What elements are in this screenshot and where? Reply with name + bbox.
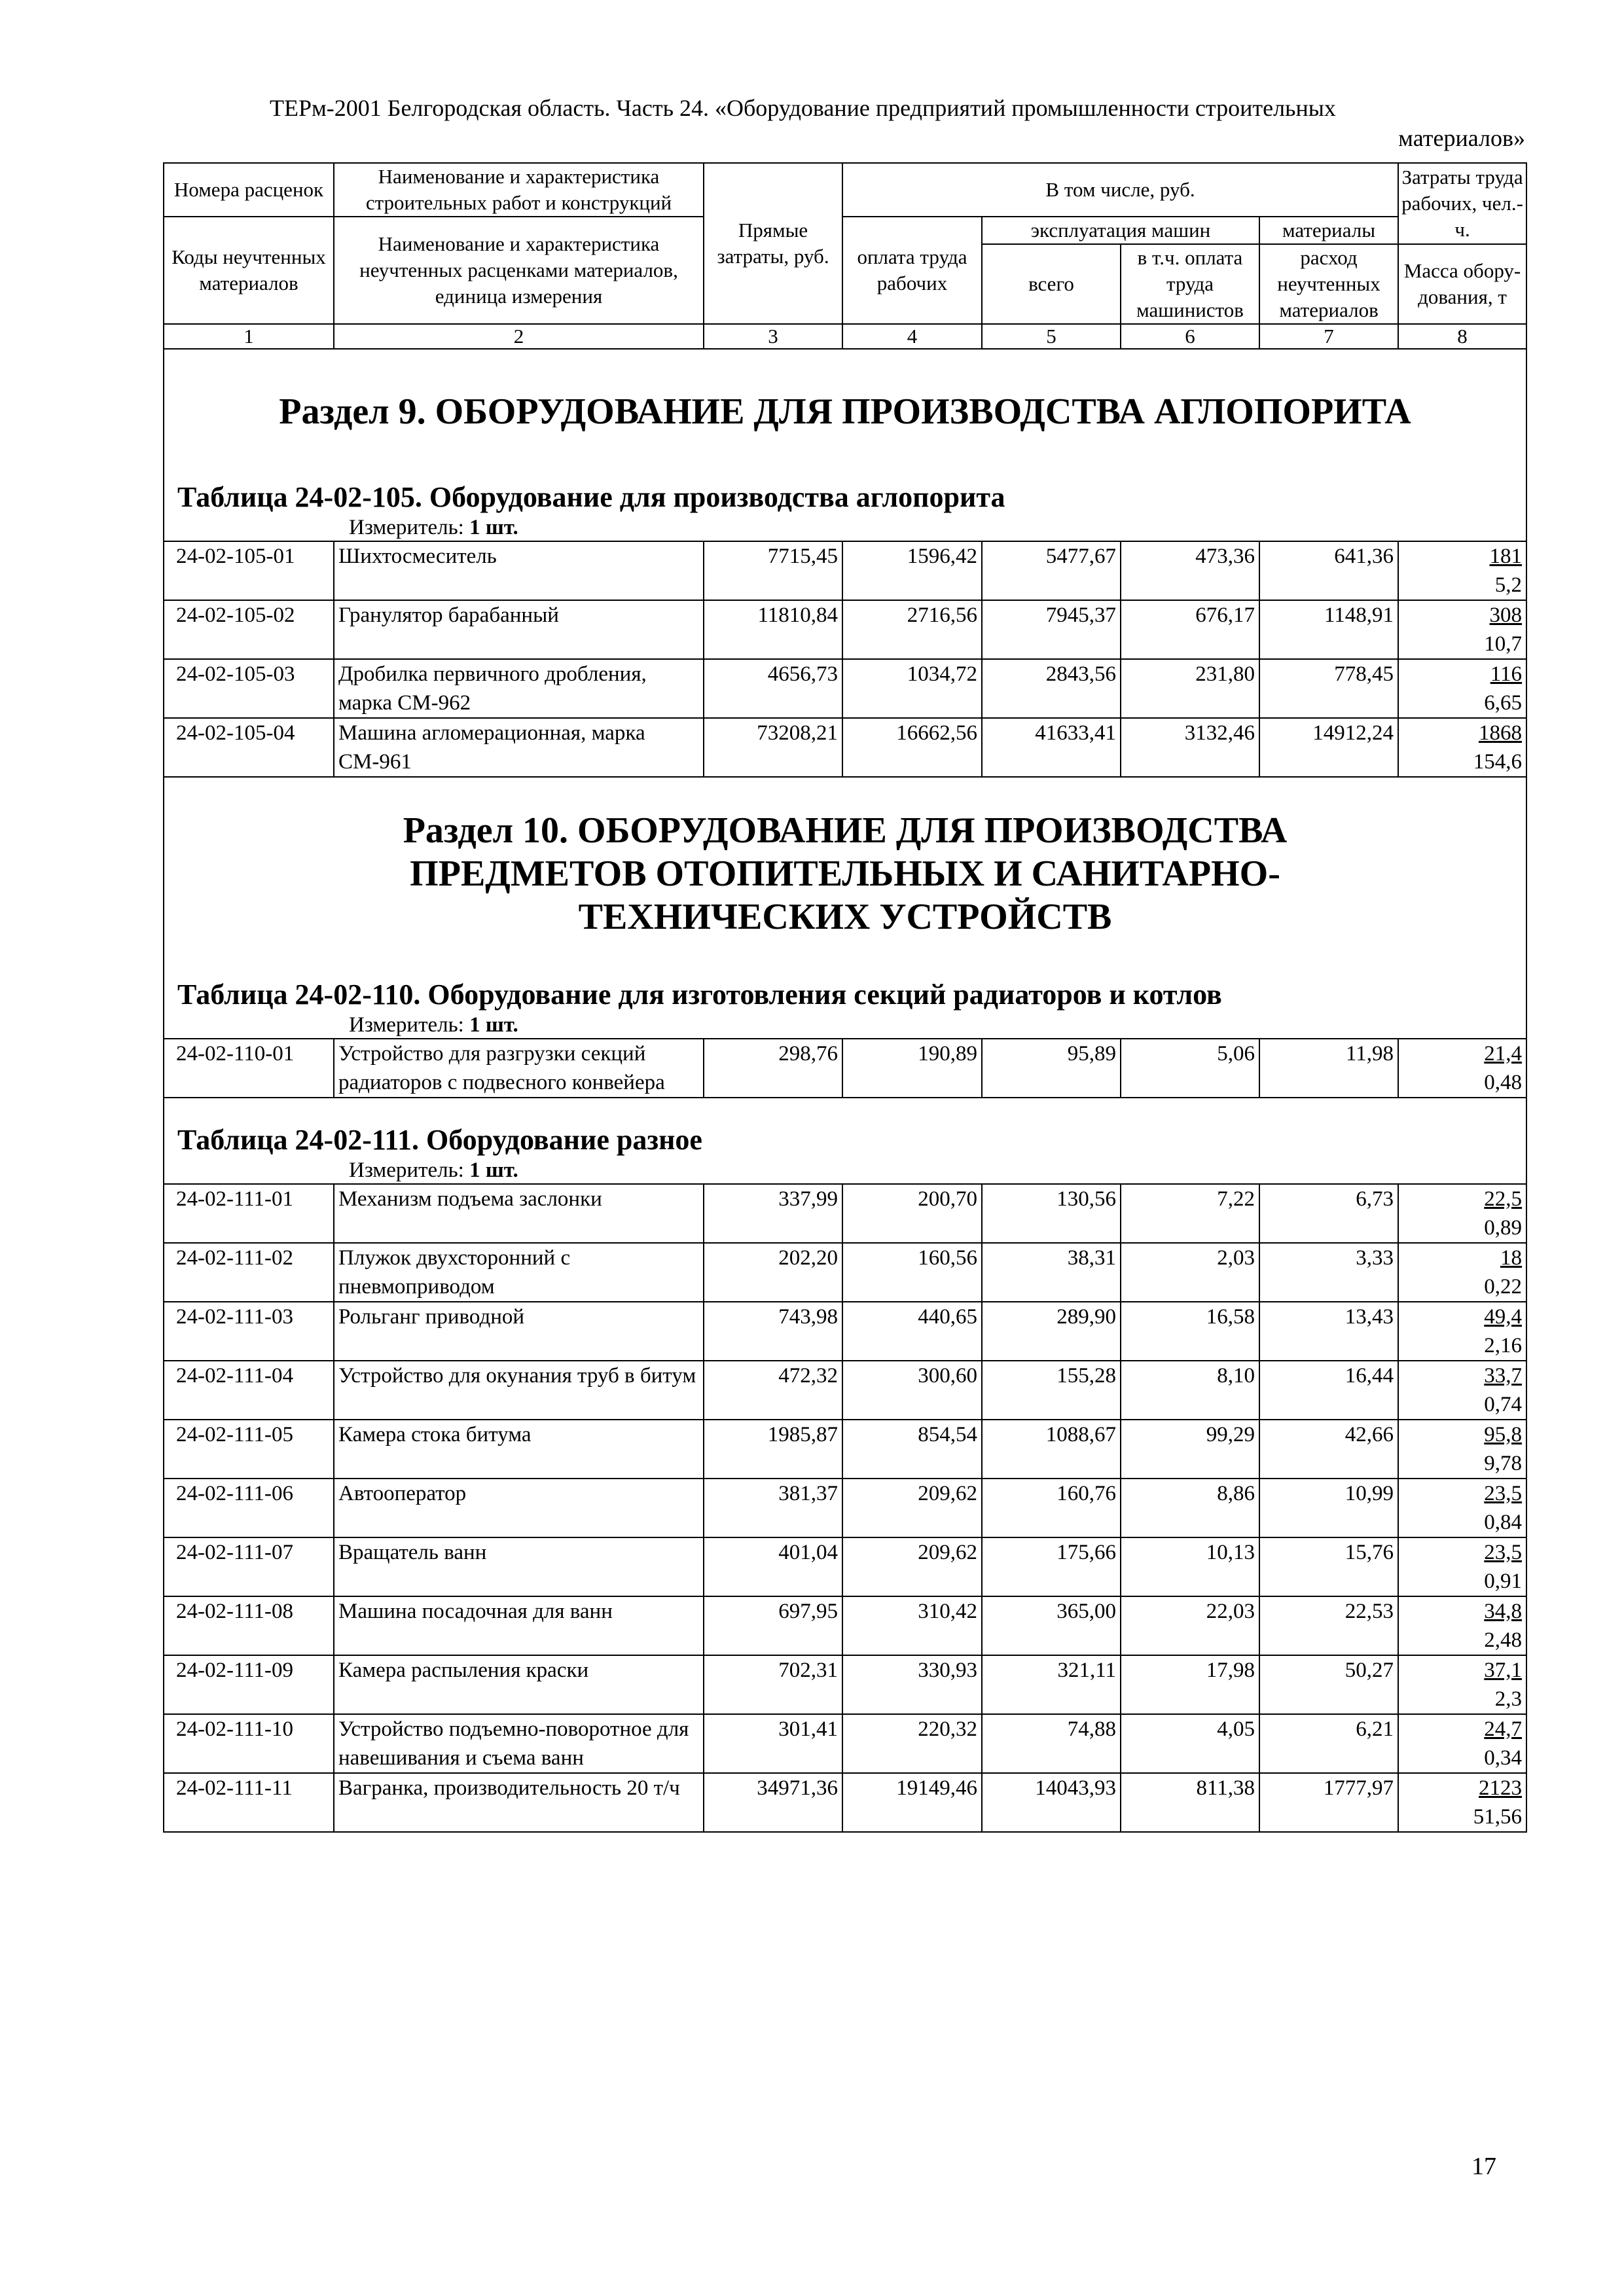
col6-header: в т.ч. оплата труда машинистов bbox=[1121, 244, 1259, 324]
rate-code: 24-02-111-07 bbox=[164, 1537, 334, 1596]
table-row bbox=[164, 1039, 1526, 1098]
worker-labor-cost: 200,70 bbox=[842, 1184, 982, 1243]
machinist-labor-cost: 3132,46 bbox=[1121, 718, 1259, 777]
worker-labor-cost: 440,65 bbox=[842, 1302, 982, 1361]
section-title: Раздел 10. ОБОРУДОВАНИЕ ДЛЯ ПРОИЗВОДСТВА ПРЕДМЕТОВ ОТОПИТЕЛЬНЫХ И САНИТАРНО-ТЕХНИЧЕСКИХ УСТРОЙСТВ bbox=[164, 777, 1526, 978]
worker-labor-cost: 19149,46 bbox=[842, 1773, 982, 1832]
col-number: 6 bbox=[1121, 324, 1259, 349]
measurer bbox=[164, 1012, 1526, 1039]
machinist-labor-cost: 22,03 bbox=[1121, 1596, 1259, 1655]
machinist-labor-cost: 473,36 bbox=[1121, 541, 1259, 600]
machinist-labor-cost: 8,10 bbox=[1121, 1361, 1259, 1420]
direct-costs: 337,99 bbox=[704, 1184, 842, 1243]
measurer bbox=[164, 514, 1526, 541]
work-name: Механизм подъема заслонки bbox=[334, 1184, 704, 1243]
included-header: В том числе, руб. bbox=[842, 163, 1398, 217]
machinist-labor-cost: 8,86 bbox=[1121, 1479, 1259, 1537]
measurer-label: Измеритель: bbox=[349, 516, 470, 539]
page-number: 17 bbox=[1471, 2153, 1496, 2180]
direct-costs: 472,32 bbox=[704, 1361, 842, 1420]
materials-header: материалы bbox=[1259, 217, 1398, 244]
equipment-mass: 0,34 bbox=[1484, 1746, 1523, 1770]
work-name: Гранулятор барабанный bbox=[334, 600, 704, 659]
work-name: Рольганг приводной bbox=[334, 1302, 704, 1361]
measurer bbox=[164, 1157, 1526, 1184]
table-row bbox=[164, 600, 1526, 659]
materials-cost: 778,45 bbox=[1259, 659, 1398, 718]
worker-labor-cost: 209,62 bbox=[842, 1537, 982, 1596]
labor-and-mass bbox=[1398, 1420, 1526, 1479]
equipment-mass: 0,22 bbox=[1484, 1275, 1523, 1299]
table-title: Таблица 24-02-110. Оборудование для изготовления секций радиаторов и котлов bbox=[164, 978, 1526, 1012]
labor-hours: 308 bbox=[1489, 603, 1523, 627]
worker-labor-cost: 190,89 bbox=[842, 1039, 982, 1098]
machines-header: эксплуатация машин bbox=[982, 217, 1259, 244]
labor-and-mass bbox=[1398, 1773, 1526, 1832]
direct-costs: 702,31 bbox=[704, 1655, 842, 1714]
col-number: 4 bbox=[842, 324, 982, 349]
table-row bbox=[164, 1420, 1526, 1479]
equipment-mass: 51,56 bbox=[1473, 1805, 1523, 1829]
work-name: Устройство для разгрузки секций радиаторов с подвесного конвейера bbox=[334, 1039, 704, 1098]
direct-costs: 697,95 bbox=[704, 1596, 842, 1655]
col-number: 8 bbox=[1398, 324, 1526, 349]
col3-header: Прямые затраты, руб. bbox=[704, 163, 842, 324]
table-row bbox=[164, 718, 1526, 777]
equipment-mass: 0,84 bbox=[1484, 1511, 1523, 1534]
materials-cost: 10,99 bbox=[1259, 1479, 1398, 1537]
work-name: Машина агломерационная, марка СМ-961 bbox=[334, 718, 704, 777]
labor-and-mass bbox=[1398, 1039, 1526, 1098]
rate-code: 24-02-111-11 bbox=[164, 1773, 334, 1832]
machine-cost-total: 41633,41 bbox=[982, 718, 1121, 777]
machine-cost-total: 365,00 bbox=[982, 1596, 1121, 1655]
worker-labor-cost: 209,62 bbox=[842, 1479, 982, 1537]
labor-and-mass bbox=[1398, 718, 1526, 777]
materials-cost: 22,53 bbox=[1259, 1596, 1398, 1655]
labor-hours: 49,4 bbox=[1484, 1305, 1523, 1329]
equipment-mass: 2,48 bbox=[1484, 1628, 1523, 1652]
worker-labor-cost: 160,56 bbox=[842, 1243, 982, 1302]
labor-hours: 181 bbox=[1489, 545, 1523, 568]
equipment-mass: 0,74 bbox=[1484, 1393, 1523, 1416]
labor-and-mass bbox=[1398, 1361, 1526, 1420]
table-spacer bbox=[164, 1098, 1526, 1123]
labor-hours: 23,5 bbox=[1484, 1482, 1523, 1505]
equipment-mass: 5,2 bbox=[1494, 573, 1523, 597]
direct-costs: 7715,45 bbox=[704, 541, 842, 600]
measurer-value: 1 шт. bbox=[469, 1158, 518, 1182]
labor-hours: 21,4 bbox=[1484, 1042, 1523, 1066]
labor-hours: 34,8 bbox=[1484, 1600, 1523, 1623]
labor-hours: 116 bbox=[1490, 662, 1523, 686]
machine-cost-total: 38,31 bbox=[982, 1243, 1121, 1302]
work-name: Машина посадочная для ванн bbox=[334, 1596, 704, 1655]
table-row bbox=[164, 1773, 1526, 1832]
col8-bottom-header: Масса обору-дования, т bbox=[1398, 244, 1526, 324]
rate-code: 24-02-111-06 bbox=[164, 1479, 334, 1537]
materials-cost: 14912,24 bbox=[1259, 718, 1398, 777]
rate-code: 24-02-105-03 bbox=[164, 659, 334, 718]
rate-code: 24-02-111-03 bbox=[164, 1302, 334, 1361]
work-name: Устройство для окунания труб в битум bbox=[334, 1361, 704, 1420]
table-row bbox=[164, 1714, 1526, 1773]
worker-labor-cost: 1034,72 bbox=[842, 659, 982, 718]
rate-code: 24-02-110-01 bbox=[164, 1039, 334, 1098]
col2-top-header: Наименование и характеристика строительных работ и конструкций bbox=[334, 163, 704, 217]
direct-costs: 401,04 bbox=[704, 1537, 842, 1596]
machinist-labor-cost: 811,38 bbox=[1121, 1773, 1259, 1832]
measurer-label: Измеритель: bbox=[349, 1158, 470, 1182]
direct-costs: 298,76 bbox=[704, 1039, 842, 1098]
machinist-labor-cost: 7,22 bbox=[1121, 1184, 1259, 1243]
equipment-mass: 2,3 bbox=[1494, 1687, 1523, 1711]
materials-cost: 15,76 bbox=[1259, 1537, 1398, 1596]
col5-header: всего bbox=[982, 244, 1121, 324]
equipment-mass: 0,91 bbox=[1484, 1570, 1523, 1593]
worker-labor-cost: 2716,56 bbox=[842, 600, 982, 659]
rate-code: 24-02-105-01 bbox=[164, 541, 334, 600]
equipment-mass: 0,48 bbox=[1484, 1071, 1523, 1094]
rate-code: 24-02-111-10 bbox=[164, 1714, 334, 1773]
equipment-mass: 9,78 bbox=[1484, 1452, 1523, 1475]
machine-cost-total: 289,90 bbox=[982, 1302, 1121, 1361]
labor-hours: 95,8 bbox=[1484, 1423, 1523, 1446]
equipment-mass: 154,6 bbox=[1473, 750, 1523, 774]
direct-costs: 1985,87 bbox=[704, 1420, 842, 1479]
labor-hours: 37,1 bbox=[1484, 1659, 1523, 1682]
labor-hours: 2123 bbox=[1479, 1776, 1523, 1800]
labor-and-mass bbox=[1398, 1302, 1526, 1361]
materials-cost: 50,27 bbox=[1259, 1655, 1398, 1714]
worker-labor-cost: 310,42 bbox=[842, 1596, 982, 1655]
materials-cost: 13,43 bbox=[1259, 1302, 1398, 1361]
direct-costs: 301,41 bbox=[704, 1714, 842, 1773]
table-row bbox=[164, 1479, 1526, 1537]
labor-and-mass bbox=[1398, 600, 1526, 659]
measurer-value: 1 шт. bbox=[469, 516, 518, 539]
rate-code: 24-02-105-04 bbox=[164, 718, 334, 777]
machinist-labor-cost: 10,13 bbox=[1121, 1537, 1259, 1596]
table-title: Таблица 24-02-105. Оборудование для производства аглопорита bbox=[164, 480, 1526, 514]
worker-labor-cost: 16662,56 bbox=[842, 718, 982, 777]
machine-cost-total: 14043,93 bbox=[982, 1773, 1121, 1832]
col-number: 3 bbox=[704, 324, 842, 349]
materials-cost: 1148,91 bbox=[1259, 600, 1398, 659]
measurer-value: 1 шт. bbox=[469, 1013, 518, 1037]
work-name: Шихтосмеситель bbox=[334, 541, 704, 600]
direct-costs: 202,20 bbox=[704, 1243, 842, 1302]
rate-code: 24-02-105-02 bbox=[164, 600, 334, 659]
worker-labor-cost: 330,93 bbox=[842, 1655, 982, 1714]
col1-bottom-header: Коды неучтенных материалов bbox=[164, 217, 334, 324]
equipment-mass: 2,16 bbox=[1484, 1334, 1523, 1357]
worker-labor-cost: 1596,42 bbox=[842, 541, 982, 600]
labor-and-mass bbox=[1398, 1596, 1526, 1655]
table-row bbox=[164, 1537, 1526, 1596]
table-row bbox=[164, 659, 1526, 718]
materials-cost: 3,33 bbox=[1259, 1243, 1398, 1302]
direct-costs: 73208,21 bbox=[704, 718, 842, 777]
labor-and-mass bbox=[1398, 1537, 1526, 1596]
work-name: Дробилка первичного дробления, марка СМ-962 bbox=[334, 659, 704, 718]
machinist-labor-cost: 17,98 bbox=[1121, 1655, 1259, 1714]
machinist-labor-cost: 16,58 bbox=[1121, 1302, 1259, 1361]
rate-code: 24-02-111-04 bbox=[164, 1361, 334, 1420]
col-number: 1 bbox=[164, 324, 334, 349]
worker-labor-cost: 854,54 bbox=[842, 1420, 982, 1479]
work-name: Камера распыления краски bbox=[334, 1655, 704, 1714]
machine-cost-total: 155,28 bbox=[982, 1361, 1121, 1420]
equipment-mass: 6,65 bbox=[1484, 691, 1523, 715]
labor-and-mass bbox=[1398, 541, 1526, 600]
materials-cost: 6,21 bbox=[1259, 1714, 1398, 1773]
labor-hours: 24,7 bbox=[1484, 1717, 1523, 1741]
worker-labor-cost: 220,32 bbox=[842, 1714, 982, 1773]
table-row bbox=[164, 1184, 1526, 1243]
materials-cost: 42,66 bbox=[1259, 1420, 1398, 1479]
labor-and-mass bbox=[1398, 1243, 1526, 1302]
machinist-labor-cost: 676,17 bbox=[1121, 600, 1259, 659]
machine-cost-total: 1088,67 bbox=[982, 1420, 1121, 1479]
machinist-labor-cost: 231,80 bbox=[1121, 659, 1259, 718]
table-row bbox=[164, 1361, 1526, 1420]
col2-bottom-header: Наименование и характеристика неучтенных расценками материалов, единица измерения bbox=[334, 217, 704, 324]
table-row bbox=[164, 1302, 1526, 1361]
machinist-labor-cost: 5,06 bbox=[1121, 1039, 1259, 1098]
measurer-label: Измеритель: bbox=[349, 1013, 470, 1037]
col4-header: оплата труда рабочих bbox=[842, 217, 982, 324]
direct-costs: 11810,84 bbox=[704, 600, 842, 659]
machine-cost-total: 321,11 bbox=[982, 1655, 1121, 1714]
direct-costs: 34971,36 bbox=[704, 1773, 842, 1832]
machine-cost-total: 130,56 bbox=[982, 1184, 1121, 1243]
labor-and-mass bbox=[1398, 1479, 1526, 1537]
equipment-mass: 0,89 bbox=[1484, 1216, 1523, 1240]
work-name: Устройство подъемно-поворотное для навешивания и съема ванн bbox=[334, 1714, 704, 1773]
rate-code: 24-02-111-09 bbox=[164, 1655, 334, 1714]
table-row bbox=[164, 1596, 1526, 1655]
direct-costs: 4656,73 bbox=[704, 659, 842, 718]
materials-cost: 1777,97 bbox=[1259, 1773, 1398, 1832]
running-header-line2: материалов» bbox=[1398, 125, 1525, 151]
table-title: Таблица 24-02-111. Оборудование разное bbox=[164, 1123, 1526, 1157]
machine-cost-total: 160,76 bbox=[982, 1479, 1121, 1537]
machinist-labor-cost: 2,03 bbox=[1121, 1243, 1259, 1302]
table-row bbox=[164, 1655, 1526, 1714]
rate-code: 24-02-111-08 bbox=[164, 1596, 334, 1655]
labor-and-mass bbox=[1398, 1714, 1526, 1773]
machine-cost-total: 175,66 bbox=[982, 1537, 1121, 1596]
labor-and-mass bbox=[1398, 1184, 1526, 1243]
rate-code: 24-02-111-02 bbox=[164, 1243, 334, 1302]
work-name: Плужок двухсторонний с пневмоприводом bbox=[334, 1243, 704, 1302]
machine-cost-total: 95,89 bbox=[982, 1039, 1121, 1098]
running-header-line1: ТЕРм-2001 Белгородская область. Часть 24. «Оборудование предприятий промышленности строительных bbox=[270, 95, 1336, 121]
rates-table bbox=[163, 162, 1527, 1833]
machinist-labor-cost: 4,05 bbox=[1121, 1714, 1259, 1773]
materials-cost: 6,73 bbox=[1259, 1184, 1398, 1243]
rate-code: 24-02-111-05 bbox=[164, 1420, 334, 1479]
running-header bbox=[164, 93, 1525, 153]
worker-labor-cost: 300,60 bbox=[842, 1361, 982, 1420]
labor-hours: 23,5 bbox=[1484, 1541, 1523, 1564]
labor-and-mass bbox=[1398, 1655, 1526, 1714]
labor-hours: 1868 bbox=[1479, 721, 1523, 745]
labor-hours: 22,5 bbox=[1484, 1187, 1523, 1211]
equipment-mass: 10,7 bbox=[1484, 632, 1523, 656]
col-number: 5 bbox=[982, 324, 1121, 349]
machine-cost-total: 2843,56 bbox=[982, 659, 1121, 718]
labor-and-mass bbox=[1398, 659, 1526, 718]
labor-hours: 18 bbox=[1500, 1246, 1523, 1270]
col-number: 2 bbox=[334, 324, 704, 349]
machine-cost-total: 7945,37 bbox=[982, 600, 1121, 659]
materials-cost: 641,36 bbox=[1259, 541, 1398, 600]
work-name: Вращатель ванн bbox=[334, 1537, 704, 1596]
machinist-labor-cost: 99,29 bbox=[1121, 1420, 1259, 1479]
direct-costs: 743,98 bbox=[704, 1302, 842, 1361]
col1-top-header: Номера расценок bbox=[164, 163, 334, 217]
labor-hours: 33,7 bbox=[1484, 1364, 1523, 1388]
work-name: Вагранка, производительность 20 т/ч bbox=[334, 1773, 704, 1832]
materials-cost: 11,98 bbox=[1259, 1039, 1398, 1098]
table-row bbox=[164, 1243, 1526, 1302]
work-name: Камера стока битума bbox=[334, 1420, 704, 1479]
machine-cost-total: 74,88 bbox=[982, 1714, 1121, 1773]
machine-cost-total: 5477,67 bbox=[982, 541, 1121, 600]
rate-code: 24-02-111-01 bbox=[164, 1184, 334, 1243]
direct-costs: 381,37 bbox=[704, 1479, 842, 1537]
table-row bbox=[164, 541, 1526, 600]
materials-cost: 16,44 bbox=[1259, 1361, 1398, 1420]
col8-top-header: Затраты труда рабочих, чел.-ч. bbox=[1398, 163, 1526, 244]
work-name: Автооператор bbox=[334, 1479, 704, 1537]
col-number: 7 bbox=[1259, 324, 1398, 349]
col7-header: расход неучтенных материалов bbox=[1259, 244, 1398, 324]
section-title: Раздел 9. ОБОРУДОВАНИЕ ДЛЯ ПРОИЗВОДСТВА АГЛОПОРИТА bbox=[164, 349, 1526, 480]
